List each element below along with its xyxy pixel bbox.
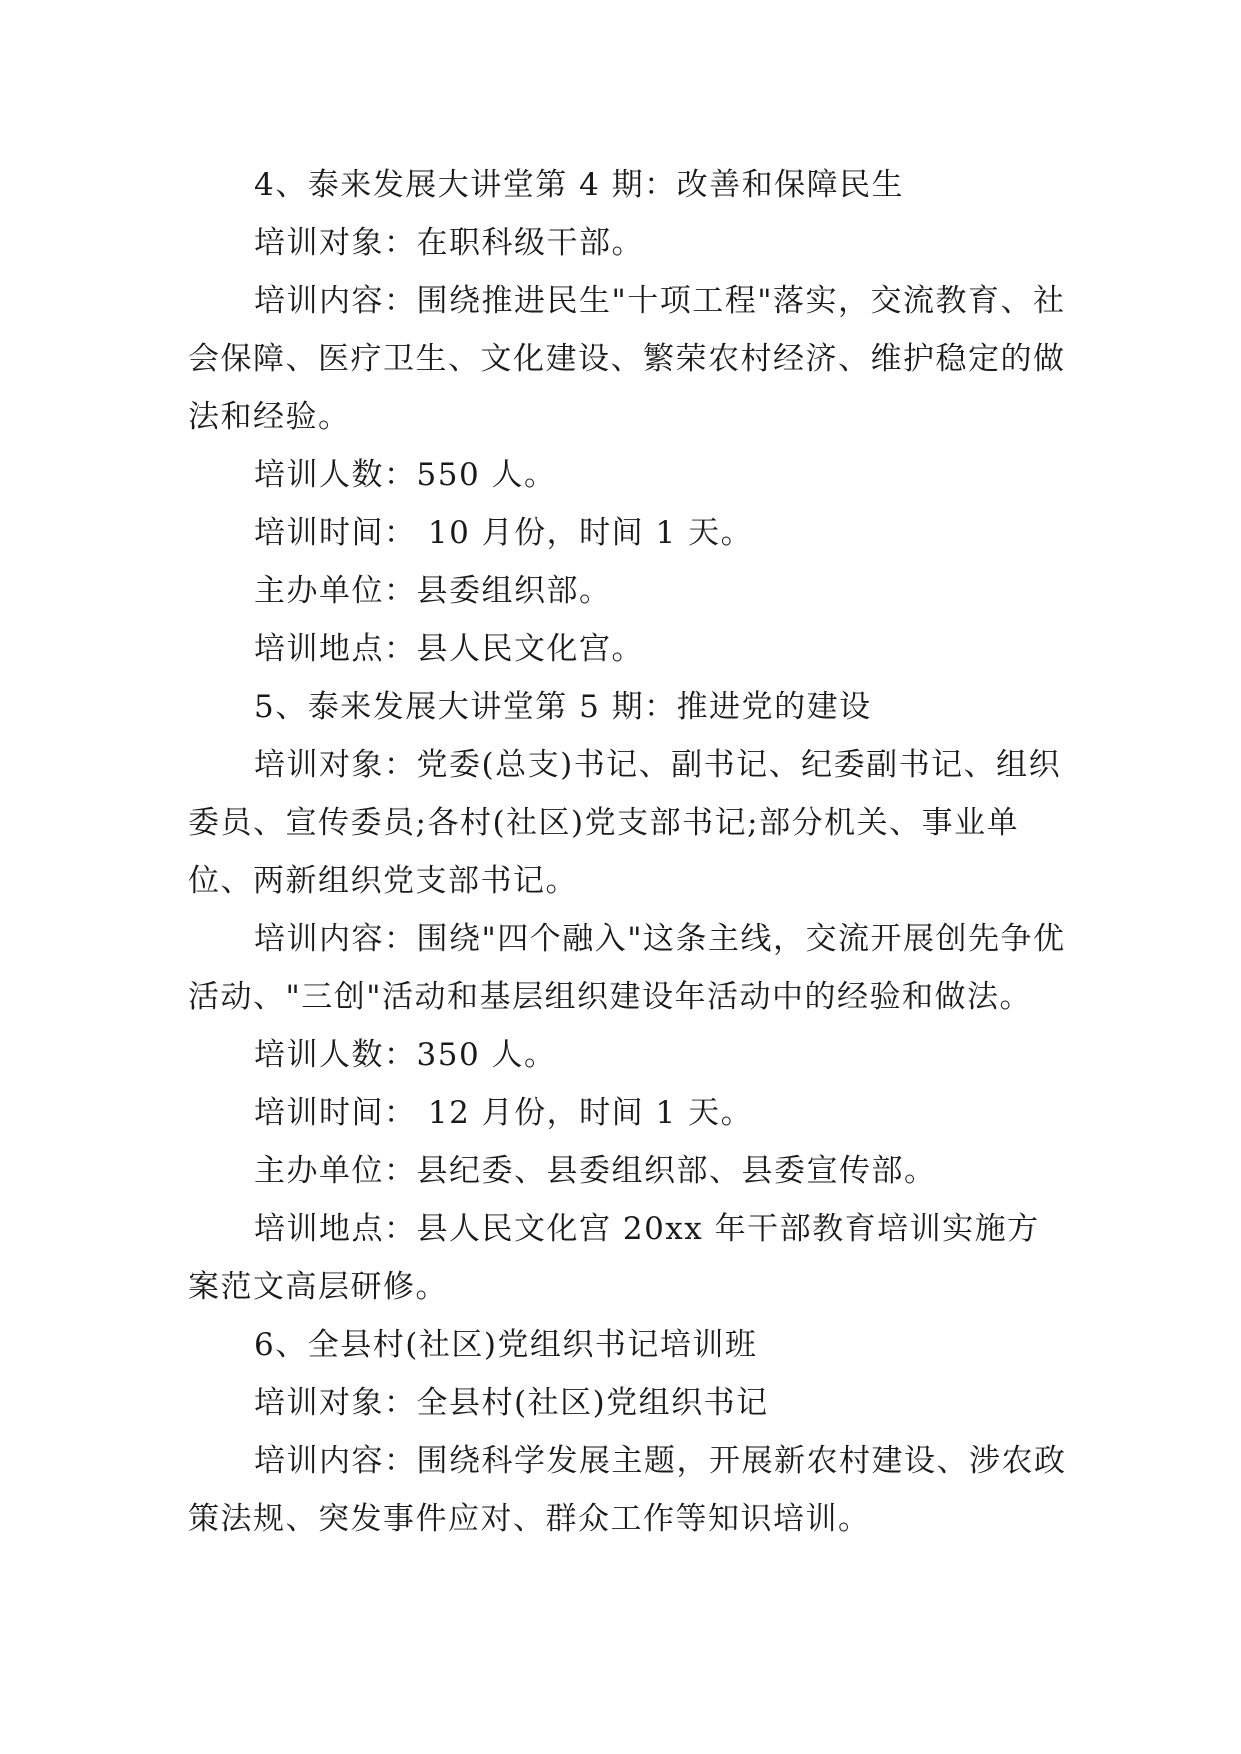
- organizer: 主办单位：县纪委、县委组织部、县委宣传部。: [254, 1153, 937, 1189]
- organizer: 主办单位：县委组织部。: [254, 573, 612, 609]
- training-target: 培训对象：全县村(社区)党组织书记: [254, 1385, 769, 1421]
- training-count: 培训人数：350 人。: [254, 1037, 557, 1073]
- section-heading-5: 5、泰来发展大讲堂第 5 期：推进党的建设: [254, 689, 872, 725]
- section-heading-4: 4、泰来发展大讲堂第 4 期：改善和保障民生: [254, 167, 905, 203]
- training-location: 培训地点：县人民文化宫。: [254, 631, 644, 667]
- training-target: 培训对象：党委(总支)书记、副书记、纪委副书记、组织委员、宣传委员;各村(社区)党支部书记;部分机关、事业单位、两新组织党支部书记。: [188, 747, 1062, 899]
- training-content: 培训内容：围绕推进民生"十项工程"落实，交流教育、社会保障、医疗卫生、文化建设、繁荣农村经济、维护稳定的做法和经验。: [188, 283, 1066, 435]
- training-time: 培训时间： 12 月份，时间 1 天。: [254, 1095, 754, 1131]
- training-count: 培训人数：550 人。: [254, 457, 557, 493]
- section-heading-6: 6、全县村(社区)党组织书记培训班: [254, 1327, 758, 1363]
- training-time: 培训时间： 10 月份，时间 1 天。: [254, 515, 754, 551]
- training-location: 培训地点：县人民文化宫 20xx 年干部教育培训实施方案范文高层研修。: [188, 1211, 1040, 1305]
- training-content: 培训内容：围绕"四个融入"这条主线，交流开展创先争优活动、"三创"活动和基层组织建设年活动中的经验和做法。: [188, 921, 1066, 1015]
- training-target: 培训对象：在职科级干部。: [254, 225, 644, 261]
- training-content: 培训内容：围绕科学发展主题，开展新农村建设、涉农政策法规、突发事件应对、群众工作等知识培训。: [188, 1443, 1067, 1537]
